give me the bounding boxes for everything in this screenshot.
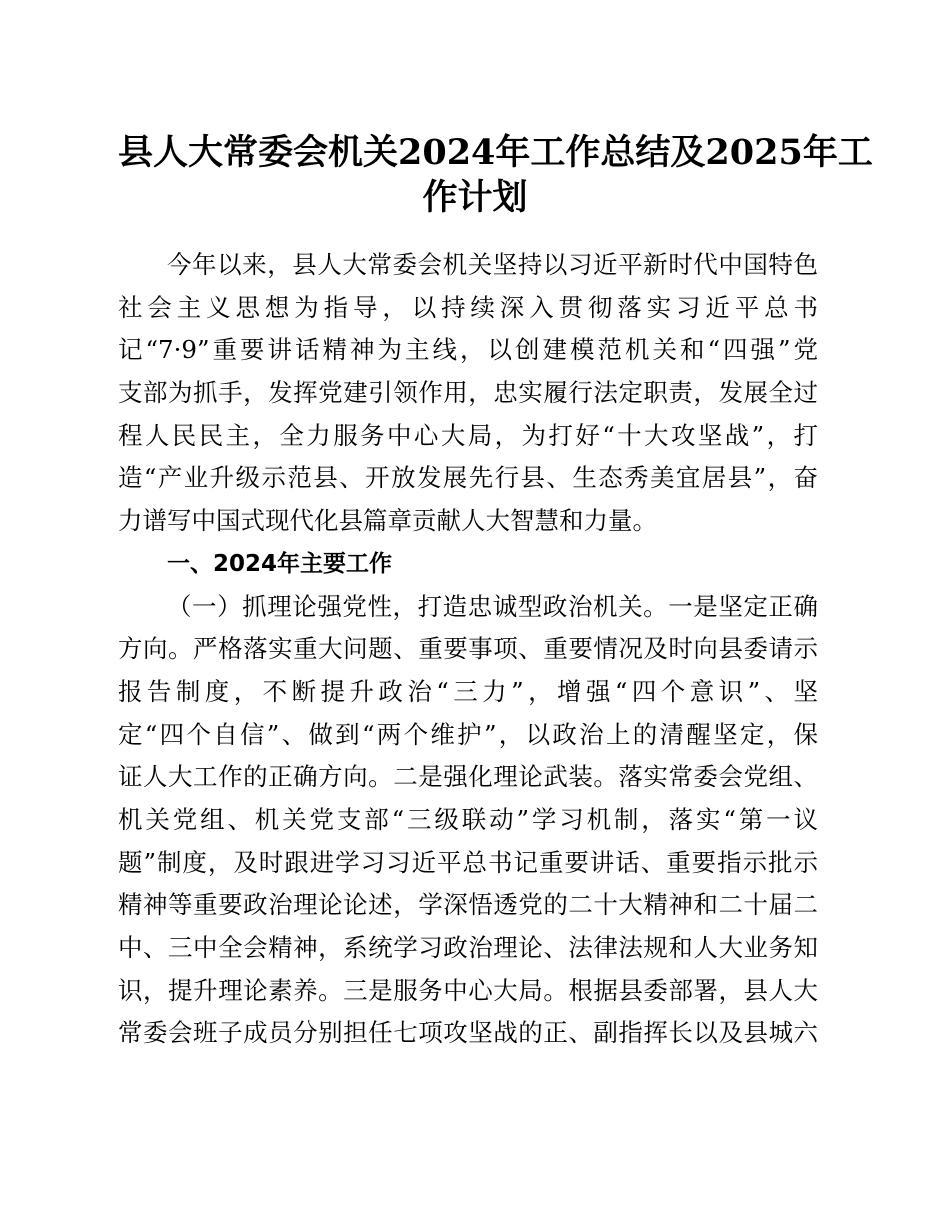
paragraph-line: 今年以来，县人大常委会机关坚持以习近平新时代中国特色 [167, 250, 818, 279]
paragraph-line: 机关党组、机关党支部“三级联动”学习机制，落实“第一议 [118, 804, 818, 834]
paragraph-line: 造“产业升级示范县、开放发展先行县、生态秀美宜居县”，奋 [118, 463, 818, 493]
paragraph-line: 记“7·9”重要讲话精神为主线，以创建模范机关和“四强”党 [118, 335, 818, 365]
section-paragraph [118, 586, 818, 1056]
title-line-1: 县人大常委会机关2024年工作总结及2025年工 [118, 132, 873, 173]
document-title [118, 130, 873, 220]
paragraph-line: 程人民民主，全力服务中心大局，为打好“十大攻坚战”，打 [118, 420, 818, 450]
intro-paragraph [118, 244, 818, 543]
paragraph-line: 中、三中全会精神，系统学习政治理论、法律法规和人大业务知 [118, 933, 818, 962]
paragraph-line: 常委会班子成员分别担任七项攻坚战的正、副指挥长以及县城六 [118, 1018, 818, 1048]
paragraph-line: 定“四个自信”、做到“两个维护”，以政治上的清醒坚定，保 [118, 719, 818, 749]
paragraph-line: （一）抓理论强党性，打造忠诚型政治机关。一是坚定正确 [167, 591, 818, 621]
paragraph-line: 识，提升理论素养。三是服务中心大局。根据县委部署，县人大 [118, 975, 818, 1005]
document-body [118, 244, 818, 1055]
paragraph-line: 证人大工作的正确方向。二是强化理论武装。落实常委会党组、 [118, 762, 818, 792]
title-line-2: 作计划 [422, 177, 528, 218]
paragraph-line: 力谱写中国式现代化县篇章贡献人大智慧和力量。 [118, 506, 657, 536]
paragraph-line: 报告制度，不断提升政治“三力”，增强“四个意识”、坚 [118, 676, 818, 706]
section-heading: 一、2024年主要工作 [167, 550, 393, 577]
paragraph-line: 题”制度，及时跟进学习习近平总书记重要讲话、重要指示批示 [118, 847, 818, 877]
paragraph-line: 方向。严格落实重大问题、重要事项、重要情况及时向县委请示 [118, 634, 818, 664]
paragraph-line: 支部为抓手，发挥党建引领作用，忠实履行法定职责，发展全过 [118, 378, 818, 408]
paragraph-line: 社会主义思想为指导，以持续深入贯彻落实习近平总书 [118, 292, 818, 322]
paragraph-line: 精神等重要政治理论论述，学深悟透党的二十大精神和二十届二 [118, 890, 818, 920]
